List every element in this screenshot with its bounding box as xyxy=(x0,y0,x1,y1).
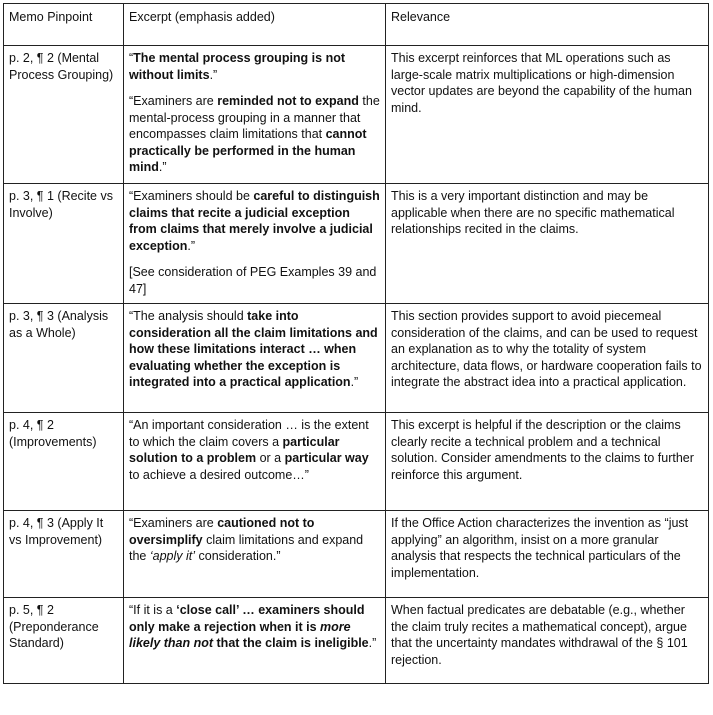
excerpt-paragraph xyxy=(129,308,380,391)
excerpt-segment: or a xyxy=(256,451,285,465)
cell-relevance: This excerpt reinforces that ML operations such as large-scale matrix multiplications or high-dimension vector updates are beyond the capability of the human mind. xyxy=(386,46,709,184)
cell-pinpoint: p. 3, ¶ 1 (Recite vs Involve) xyxy=(4,184,124,304)
cell-relevance: This excerpt is helpful if the description or the claims clearly recite a technical problem and a technical solution. Consider amendments to the claims to further reinforce this argument. xyxy=(386,413,709,511)
excerpt-segment: [See consideration of PEG Examples 39 and 47] xyxy=(129,265,377,296)
cell-relevance: This is a very important distinction and may be applicable when there are no specific mathematical relationships recited in the claims. xyxy=(386,184,709,304)
excerpt-segment: take into consideration all the claim limitations and how these limitations interact … when evaluating whether the exception is integrated into a practical application xyxy=(129,309,378,389)
excerpt-segment: “If it is a xyxy=(129,603,177,617)
excerpt-segment: cautioned not to oversimplify xyxy=(129,516,315,547)
excerpt-segment: .” xyxy=(350,375,359,389)
excerpt-segment: cannot practically be performed in the human mind xyxy=(129,127,367,174)
table-row xyxy=(4,511,709,598)
cell-relevance: This section provides support to avoid piecemeal consideration of the claims, and can be used to request an explanation as to why the totality of system architecture, data flows, or hardware cooperation fails to integrate the abstract idea into a practical application. xyxy=(386,304,709,413)
excerpt-paragraph xyxy=(129,93,380,176)
cell-pinpoint: p. 2, ¶ 2 (Mental Process Grouping) xyxy=(4,46,124,184)
excerpt-segment: ‘close call’ … examiners should only make a rejection when it is xyxy=(129,603,365,634)
cell-excerpt xyxy=(124,184,386,304)
excerpt-segment: the mental-process grouping in a manner that encompasses claim limitations that xyxy=(129,94,380,141)
excerpt-segment: reminded not to expand xyxy=(217,94,359,108)
excerpt-segment: .” xyxy=(187,238,195,253)
cell-excerpt xyxy=(124,598,386,684)
cell-pinpoint: p. 3, ¶ 3 (Analysis as a Whole) xyxy=(4,304,124,413)
cell-excerpt xyxy=(124,46,386,184)
excerpt-segment: that the claim is ineligible xyxy=(213,636,369,650)
excerpt-segment: “Examiners should be xyxy=(129,189,254,203)
excerpt-segment: more likely than not xyxy=(129,619,351,650)
excerpt-segment: careful to distinguish claims that recite a judicial exception from claims that merely involve a judicial exception xyxy=(129,189,380,253)
cell-pinpoint: p. 4, ¶ 3 (Apply It vs Improvement) xyxy=(4,511,124,598)
excerpt-segment: .” xyxy=(209,67,218,82)
excerpt-segment: “Examiners are xyxy=(129,516,218,530)
excerpt-segment: “ xyxy=(129,51,134,65)
cell-relevance: When factual predicates are debatable (e.g., whether the claim truly recites a mathematical concept), argue that the uncertainty mandates withdrawal of the § 101 rejection. xyxy=(386,598,709,684)
table-row xyxy=(4,304,709,413)
excerpt-paragraph xyxy=(129,417,380,483)
header-row xyxy=(4,4,709,46)
excerpt-segment: particular solution to a problem xyxy=(129,434,340,465)
excerpt-segment: “Examiners are xyxy=(129,94,218,108)
excerpt-paragraph xyxy=(129,188,380,254)
table-row xyxy=(4,413,709,511)
excerpt-segment: consideration.” xyxy=(195,549,281,563)
excerpt-paragraph xyxy=(129,264,380,297)
header-relevance: Relevance xyxy=(386,4,709,46)
cell-pinpoint: p. 4, ¶ 2 (Improvements) xyxy=(4,413,124,511)
excerpt-segment: .” xyxy=(158,160,167,174)
excerpt-segment: .” xyxy=(368,636,377,650)
cell-excerpt xyxy=(124,511,386,598)
excerpt-segment: ‘apply it’ xyxy=(149,549,196,563)
excerpt-paragraph xyxy=(129,515,380,565)
table-row xyxy=(4,598,709,684)
cell-pinpoint: p. 5, ¶ 2 (Preponderance Standard) xyxy=(4,598,124,684)
cell-relevance: If the Office Action characterizes the invention as “just applying” an algorithm, insist on a more granular analysis that respects the technical particulars of the implementation. xyxy=(386,511,709,598)
excerpt-paragraph xyxy=(129,50,380,83)
excerpt-segment: “The analysis should xyxy=(129,309,248,323)
excerpt-segment: to achieve a desired outcome…” xyxy=(129,467,309,482)
table-row xyxy=(4,184,709,304)
header-excerpt: Excerpt (emphasis added) xyxy=(124,4,386,46)
excerpt-segment: The mental process grouping is not without limits xyxy=(129,51,346,82)
excerpt-segment: particular way xyxy=(284,451,369,465)
excerpt-segment: “An important consideration … is the extent to which the claim covers a xyxy=(129,418,369,449)
cell-excerpt xyxy=(124,413,386,511)
memo-pinpoint-table xyxy=(3,3,709,684)
excerpt-paragraph xyxy=(129,602,380,652)
cell-excerpt xyxy=(124,304,386,413)
table-row xyxy=(4,46,709,184)
excerpt-segment: claim limitations and expand the xyxy=(129,532,364,563)
header-pinpoint: Memo Pinpoint xyxy=(4,4,124,46)
